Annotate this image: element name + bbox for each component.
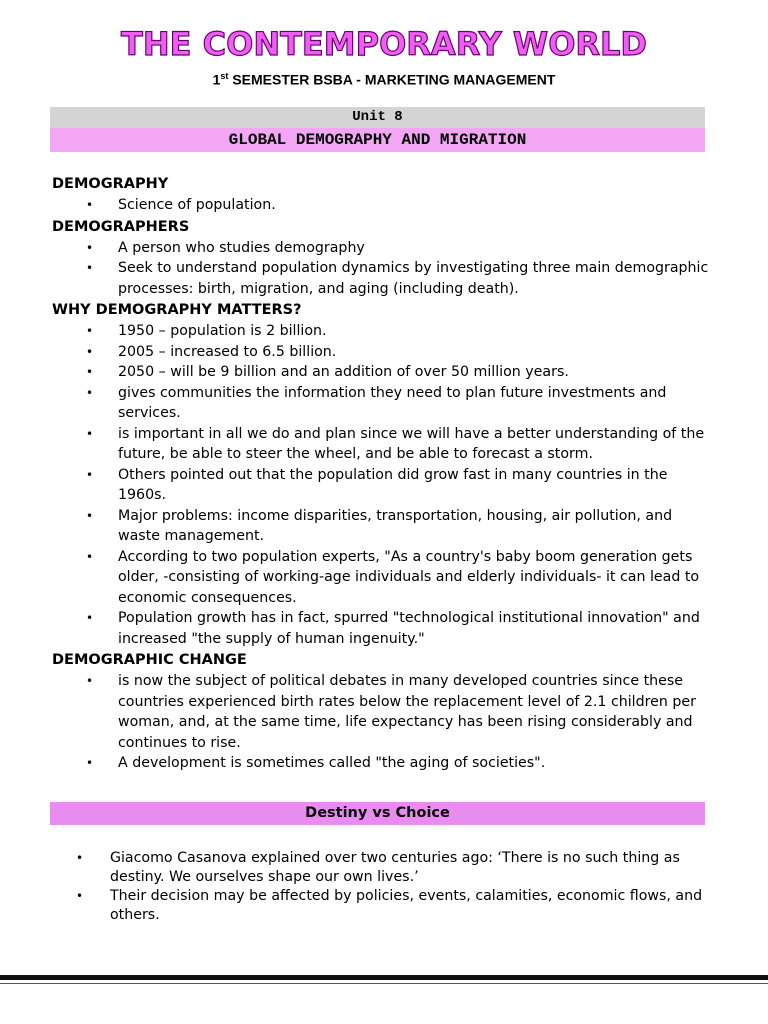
unit-topic: GLOBAL DEMOGRAPHY AND MIGRATION [50, 128, 705, 152]
list-item-text: 2005 – increased to 6.5 billion. [118, 343, 337, 360]
bullet-icon: • [86, 508, 94, 523]
list-item [52, 849, 712, 887]
bullet-icon: • [86, 549, 94, 564]
list-item-text: Population growth has in fact, spurred "technological institutional innovation" and increased "the supply of human ingenuity." [118, 610, 700, 647]
section-list [52, 321, 712, 649]
section-heading: DEMOGRAPHY [52, 176, 169, 192]
list-item-text: Science of population. [118, 197, 276, 213]
list-item-text: gives communities the information they need to plan future investments and services. [118, 384, 667, 421]
footer-rule [0, 975, 768, 980]
list-item-text: Their decision may be affected by policies, events, calamities, economic flows, and others. [110, 888, 703, 923]
list-item-text: is now the subject of political debates in many developed countries since these countries experienced birth rates below the replacement level of 2.1 children per woman, and, at the same time, life expectancy has been rising considerably and continues to rise. [118, 673, 696, 751]
list-item-text: 2050 – will be 9 billion and an addition of over 50 million years. [118, 364, 569, 380]
bullet-icon: • [86, 756, 94, 770]
list-item-text: 1950 – population is 2 billion. [118, 323, 327, 339]
list-item-text: is important in all we do and plan since we will have a better understanding of the future, be able to steer the wheel, and be able to forecast a storm. [118, 425, 705, 462]
list-item [52, 506, 712, 547]
list-item [52, 238, 712, 259]
unit-label: Unit 8 [50, 107, 705, 128]
list-item [52, 195, 712, 216]
list-item [52, 608, 712, 649]
document-title: THE CONTEMPORARY WORLD [121, 25, 647, 63]
subtitle-text: SEMESTER BSBA - MARKETING MANAGEMENT [228, 71, 556, 88]
bullet-icon: • [86, 426, 94, 441]
list-item [52, 258, 712, 299]
bullet-icon: • [86, 261, 94, 275]
bullet-icon: • [76, 889, 84, 903]
bullet-icon: • [86, 344, 94, 359]
bullet-icon: • [76, 851, 84, 865]
bullet-icon: • [86, 240, 94, 255]
bullet-icon: • [86, 198, 94, 212]
destiny-list [52, 849, 712, 925]
subtitle-ordinal: st [220, 71, 229, 81]
list-item [52, 383, 712, 424]
list-item [52, 547, 712, 609]
list-item-text: Major problems: income disparities, transportation, housing, air pollution, and waste management. [118, 507, 673, 544]
list-item [52, 465, 712, 506]
list-item-text: Others pointed out that the population did grow fast in many countries in the 1960s. [118, 466, 668, 503]
main-content [52, 173, 712, 774]
section-heading: DEMOGRAPHERS [52, 218, 190, 235]
bullet-icon: • [86, 674, 94, 688]
list-item-text: According to two population experts, "As a country's baby boom generation gets older, -consisting of working-age individuals and elderly individuals- it can lead to economic consequences. [118, 548, 700, 606]
list-item [52, 424, 712, 465]
subtitle-number: 1 [212, 71, 221, 88]
section-list [52, 238, 712, 300]
section-heading: DEMOGRAPHIC CHANGE [52, 652, 247, 668]
destiny-heading: Destiny vs Choice [50, 802, 705, 825]
list-item [52, 671, 712, 753]
list-item-text: A person who studies demography [118, 239, 365, 256]
document-subtitle [0, 66, 768, 90]
list-item [52, 362, 712, 383]
bullet-icon: • [86, 324, 94, 338]
list-item [52, 321, 712, 342]
section-list [52, 195, 712, 216]
bullet-icon: • [86, 385, 94, 400]
list-item-text: Seek to understand population dynamics by investigating three main demographic processes: birth, migration, and aging (including death). [118, 260, 709, 297]
list-item [52, 342, 712, 363]
section-list [52, 671, 712, 774]
list-item [52, 887, 712, 925]
bullet-icon: • [86, 611, 94, 625]
bullet-icon: • [86, 467, 94, 482]
footer-rule-thin [0, 983, 768, 984]
section-heading: WHY DEMOGRAPHY MATTERS? [52, 302, 302, 318]
list-item-text: A development is sometimes called "the aging of societies". [118, 755, 546, 771]
bullet-icon: • [86, 365, 94, 379]
list-item-text: Giacomo Casanova explained over two centuries ago: ‘There is no such thing as destiny. We ourselves shape our own lives.’ [110, 850, 680, 885]
list-item [52, 753, 712, 774]
